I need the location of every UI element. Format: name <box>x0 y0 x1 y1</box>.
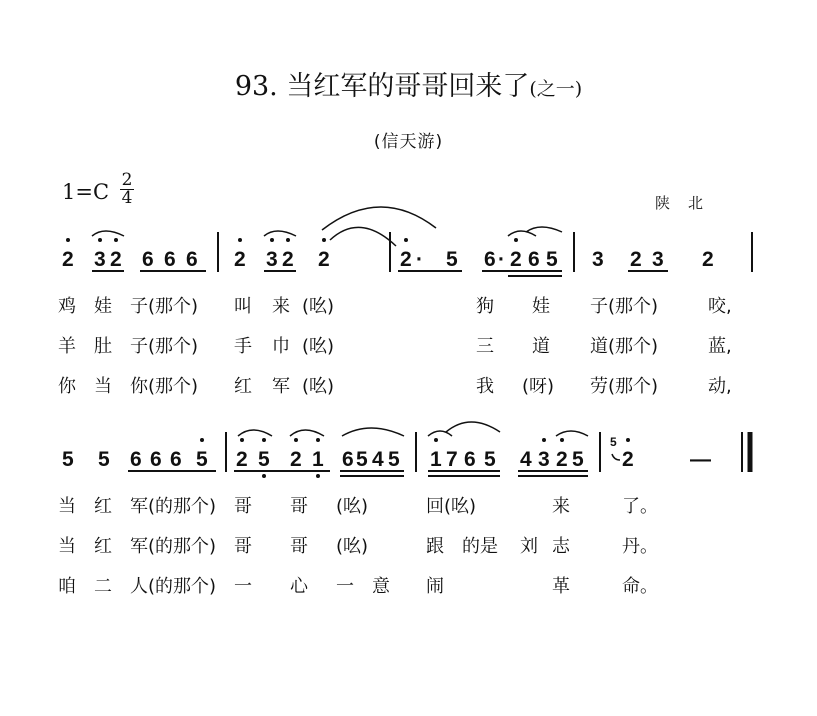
lyric: 红 <box>94 496 112 517</box>
lyric: 你 <box>58 376 76 397</box>
note: 5 <box>484 448 496 471</box>
note: 3 <box>538 448 550 471</box>
note: 6 <box>164 248 176 271</box>
lyric: 军 <box>272 376 290 397</box>
system2-lyrics-verse1 <box>58 496 658 517</box>
lyric: 心 <box>290 576 308 597</box>
note: 2 <box>630 248 642 271</box>
note: 2 <box>282 248 294 271</box>
note: 5 <box>356 448 368 471</box>
note: 6 <box>170 448 182 471</box>
lyric: 三 <box>476 336 494 357</box>
lyric: 狗 <box>476 296 494 317</box>
lyric: 咬, <box>708 296 732 317</box>
system1-notes <box>62 248 714 271</box>
note: 5 <box>446 248 458 271</box>
lyric: 来 <box>552 496 570 517</box>
note: 6 <box>142 248 154 271</box>
note: 1 <box>430 448 442 471</box>
system2-lyrics-verse2 <box>58 536 658 557</box>
lyric: 肚 <box>94 336 112 357</box>
lyric: (吆) <box>336 496 369 517</box>
note: 5 <box>98 448 110 471</box>
system1-lyrics-verse2 <box>58 336 732 357</box>
note: 2 <box>318 248 330 271</box>
note: 3 <box>652 248 664 271</box>
lyric: 命。 <box>622 576 658 597</box>
note: 2 <box>622 448 634 471</box>
note: 6 <box>130 448 142 471</box>
lyric: 羊 <box>58 336 76 357</box>
lyric: 当 <box>58 536 76 557</box>
lyric: 道 <box>532 336 550 357</box>
note: 2 <box>234 248 246 271</box>
note: 2 <box>236 448 248 471</box>
system1-lyrics-verse1 <box>58 296 732 317</box>
lyric: 劳(那个) <box>590 376 659 397</box>
lyric: 丹。 <box>622 536 658 557</box>
lyric: 刘 <box>520 536 538 557</box>
lyric: 哥 <box>234 496 252 517</box>
note: 2 <box>510 248 522 271</box>
lyric: 子(那个) <box>590 296 659 317</box>
lyric: 一 <box>234 576 252 597</box>
note: 6 <box>186 248 198 271</box>
note: 4 <box>520 448 532 471</box>
origin-label: 陕北 <box>655 194 722 212</box>
note: 3 <box>592 248 604 271</box>
lyric: 红 <box>94 536 112 557</box>
lyric: (吆) <box>302 296 335 317</box>
title-main: 93. 当红军的哥哥回来了 <box>234 71 530 102</box>
lyric: 子(那个) <box>130 336 199 357</box>
lyric: 道(那个) <box>590 336 659 357</box>
system2-lyrics-verse3 <box>58 576 658 597</box>
system1-lyrics-verse3 <box>58 376 732 397</box>
lyric: 意 <box>372 576 390 597</box>
lyric: 你(那个) <box>130 376 199 397</box>
note: 6 <box>528 248 540 271</box>
note: 2 <box>62 248 74 271</box>
song-subtitle: (信天游) <box>373 132 444 152</box>
note: 5 <box>572 448 584 471</box>
note: 5 <box>62 448 74 471</box>
lyric: 人(的那个) <box>130 576 217 597</box>
lyric: 娃 <box>94 296 112 317</box>
lyric: 哥 <box>290 536 308 557</box>
system2-notes <box>62 435 711 471</box>
lyric: 来 <box>272 296 290 317</box>
lyric: 革 <box>552 576 570 597</box>
note: 6 <box>464 448 476 471</box>
lyric: 军(的那个) <box>130 536 217 557</box>
slurs <box>92 207 562 246</box>
lyric: (吆) <box>302 336 335 357</box>
note: 3 <box>266 248 278 271</box>
note: 5 <box>196 448 208 471</box>
lyric: 鸡 <box>58 296 76 317</box>
note: 2 <box>110 248 122 271</box>
lyric: 咱 <box>58 576 76 597</box>
beam-lines <box>128 471 588 476</box>
lyric: 志 <box>552 536 570 557</box>
lyric: 子(那个) <box>130 296 199 317</box>
lyric: 动, <box>708 376 732 397</box>
lyric: 二 <box>94 576 112 597</box>
note: 5 <box>388 448 400 471</box>
lyric: 巾 <box>272 336 290 357</box>
note: 5 <box>546 248 558 271</box>
grace-note: 5 <box>610 435 617 449</box>
lyric: 娃 <box>532 296 550 317</box>
key-signature: 1=C <box>62 180 110 204</box>
note: 1 <box>312 448 324 471</box>
lyric: 蓝, <box>708 336 732 357</box>
note-dash: — <box>690 448 711 471</box>
note: 4 <box>372 448 384 471</box>
lyric: (吆) <box>302 376 335 397</box>
lyric: 跟 <box>426 536 444 557</box>
lyric: 当 <box>58 496 76 517</box>
note: 6 <box>150 448 162 471</box>
note: 3 <box>94 248 106 271</box>
time-signature-bottom: 4 <box>121 188 133 208</box>
note: · <box>498 248 505 271</box>
lyric: 叫 <box>234 296 252 317</box>
note: 5 <box>258 448 270 471</box>
lyric: 当 <box>94 376 112 397</box>
lyric: 闹 <box>426 576 444 597</box>
note: 2 <box>556 448 568 471</box>
note: 6 <box>484 248 496 271</box>
lyric: 红 <box>234 376 252 397</box>
time-signature-top: 2 <box>121 170 133 190</box>
lyric: 哥 <box>234 536 252 557</box>
title-suffix: (之一) <box>529 78 583 100</box>
lyric: 我 <box>476 376 494 397</box>
lyric: 哥 <box>290 496 308 517</box>
lyric: 回(吆) <box>426 496 477 517</box>
note: · <box>416 248 423 271</box>
beam-lines <box>92 271 668 276</box>
lyric: 的是 <box>462 536 498 557</box>
lyric: 手 <box>234 336 252 357</box>
note: 2 <box>400 248 412 271</box>
lyric: 了。 <box>622 496 658 517</box>
lyric: 一 <box>336 576 354 597</box>
octave-dots <box>66 238 518 242</box>
note: 6 <box>342 448 354 471</box>
lyric: (呀) <box>522 376 555 397</box>
lyric: (吆) <box>336 536 369 557</box>
note: 2 <box>290 448 302 471</box>
lyric: 军(的那个) <box>130 496 217 517</box>
note: 2 <box>702 248 714 271</box>
note: 7 <box>446 448 458 471</box>
